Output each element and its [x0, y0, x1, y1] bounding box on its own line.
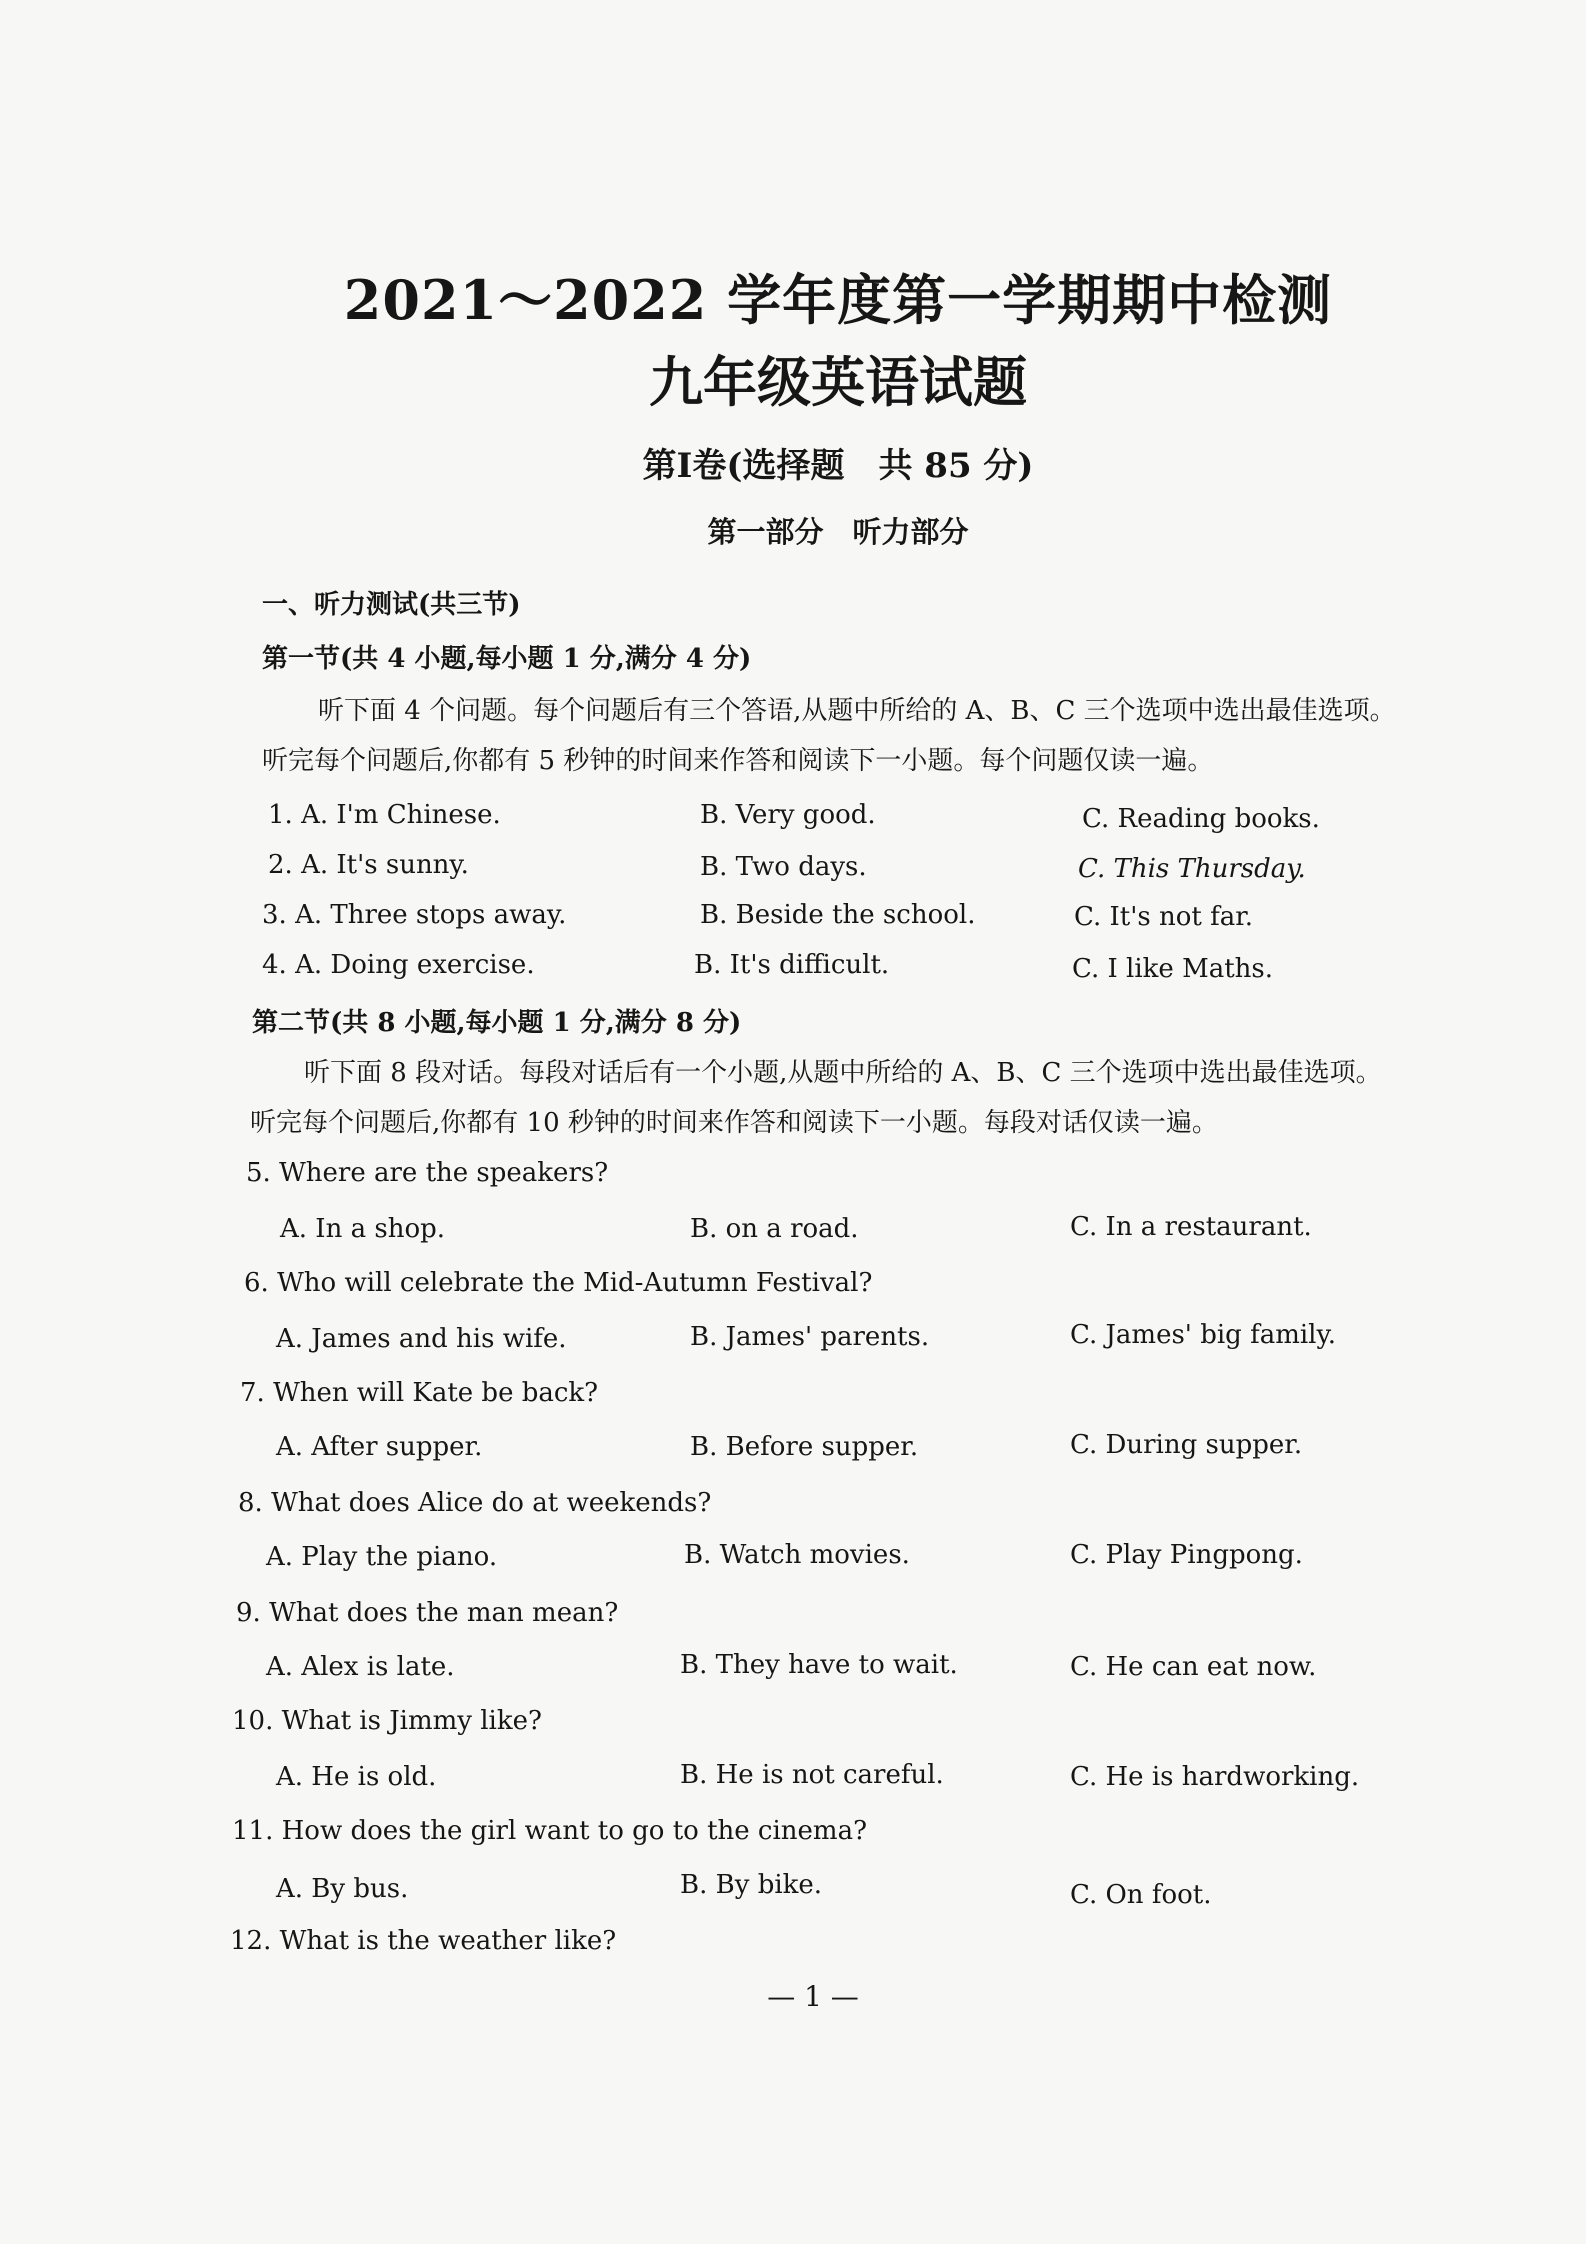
- q2-option-b: B. Two days.: [700, 852, 867, 882]
- page-number: — 1 —: [767, 1980, 859, 2013]
- q5-option-a: A. In a shop.: [280, 1214, 446, 1244]
- q1-option-c: C. Reading books.: [1082, 804, 1320, 834]
- q1-option-a: 1. A. I'm Chinese.: [268, 800, 501, 830]
- q10-option-c: C. He is hardworking.: [1070, 1762, 1360, 1792]
- q11-option-c: C. On foot.: [1070, 1880, 1212, 1910]
- q3-option-c: C. It's not far.: [1074, 902, 1254, 932]
- q11-option-a: A. By bus.: [276, 1874, 409, 1904]
- section-heading: 一、听力测试(共三节): [262, 590, 521, 620]
- q4-option-a: 4. A. Doing exercise.: [262, 950, 535, 980]
- q12-question: 12. What is the weather like?: [230, 1926, 617, 1956]
- volume-heading: 第Ⅰ卷(选择题 共 85 分): [642, 446, 1034, 486]
- q10-option-b: B. He is not careful.: [680, 1760, 944, 1790]
- section1-instruction-line1: 听下面 4 个问题。每个问题后有三个答语,从题中所给的 A、B、C 三个选项中选出最佳选项。: [318, 696, 1396, 726]
- q11-option-b: B. By bike.: [680, 1870, 823, 1900]
- q6-option-c: C. James' big family.: [1070, 1320, 1336, 1350]
- section1-instruction-line2: 听完每个问题后,你都有 5 秒钟的时间来作答和阅读下一小题。每个问题仅读一遍。: [262, 746, 1214, 776]
- q9-option-b: B. They have to wait.: [680, 1650, 958, 1680]
- exam-title: 2021～2022 学年度第一学期期中检测: [343, 268, 1333, 332]
- q10-question: 10. What is Jimmy like?: [232, 1706, 542, 1736]
- q8-option-a: A. Play the piano.: [266, 1542, 498, 1572]
- q7-option-a: A. After supper.: [276, 1432, 483, 1462]
- section2-heading: 第二节(共 8 小题,每小题 1 分,满分 8 分): [252, 1008, 742, 1038]
- q6-question: 6. Who will celebrate the Mid-Autumn Festival?: [244, 1268, 873, 1298]
- q8-option-c: C. Play Pingpong.: [1070, 1540, 1303, 1570]
- q7-option-c: C. During supper.: [1070, 1430, 1303, 1460]
- part-heading: 第一部分 听力部分: [707, 515, 969, 549]
- q8-option-b: B. Watch movies.: [684, 1540, 910, 1570]
- q2-option-a: 2. A. It's sunny.: [268, 850, 469, 880]
- section2-instruction-line1: 听下面 8 段对话。每段对话后有一个小题,从题中所给的 A、B、C 三个选项中选出最佳选项。: [304, 1058, 1382, 1088]
- q7-option-b: B. Before supper.: [690, 1432, 919, 1462]
- q5-option-c: C. In a restaurant.: [1070, 1212, 1312, 1242]
- q11-question: 11. How does the girl want to go to the cinema?: [232, 1816, 868, 1846]
- q9-question: 9. What does the man mean?: [236, 1598, 619, 1628]
- q8-question: 8. What does Alice do at weekends?: [238, 1488, 712, 1518]
- q9-option-c: C. He can eat now.: [1070, 1652, 1317, 1682]
- exam-subtitle: 九年级英语试题: [649, 350, 1027, 414]
- q4-option-c: C. I like Maths.: [1072, 954, 1273, 984]
- q4-option-b: B. It's difficult.: [694, 950, 890, 980]
- q5-question: 5. Where are the speakers?: [246, 1158, 609, 1188]
- q7-question: 7. When will Kate be back?: [240, 1378, 599, 1408]
- q6-option-a: A. James and his wife.: [276, 1324, 567, 1354]
- section2-instruction-line2: 听完每个问题后,你都有 10 秒钟的时间来作答和阅读下一小题。每段对话仅读一遍。: [250, 1108, 1218, 1138]
- q9-option-a: A. Alex is late.: [266, 1652, 455, 1682]
- q2-option-c: C. This Thursday.: [1078, 854, 1306, 884]
- q5-option-b: B. on a road.: [690, 1214, 859, 1244]
- q3-option-b: B. Beside the school.: [700, 900, 976, 930]
- q1-option-b: B. Very good.: [700, 800, 876, 830]
- q3-option-a: 3. A. Three stops away.: [262, 900, 567, 930]
- q6-option-b: B. James' parents.: [690, 1322, 930, 1352]
- section1-heading: 第一节(共 4 小题,每小题 1 分,满分 4 分): [262, 644, 752, 674]
- q10-option-a: A. He is old.: [276, 1762, 437, 1792]
